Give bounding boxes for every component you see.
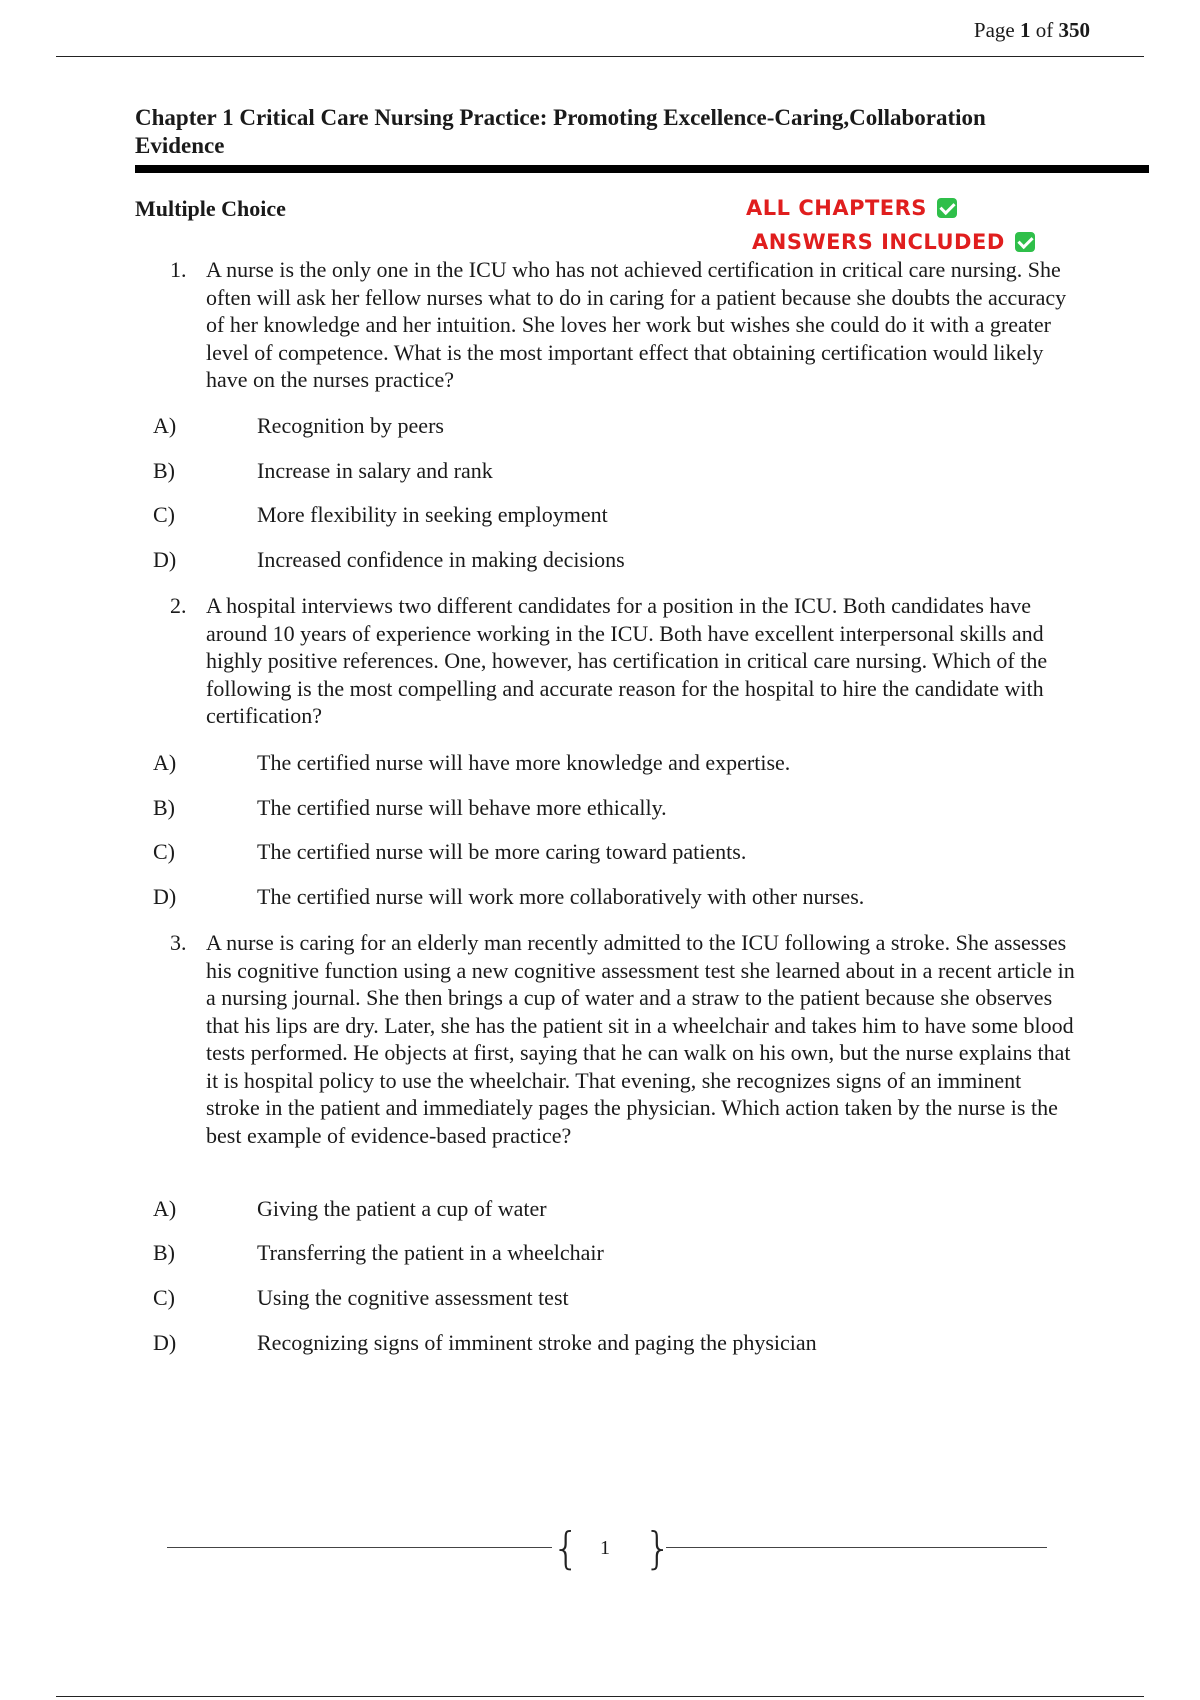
option-letter: D) — [153, 1330, 177, 1355]
page-of: of — [1030, 18, 1059, 42]
footer-brace-open: { — [552, 1523, 580, 1574]
option-text: The certified nurse will work more collaboratively with other nurses. — [257, 884, 865, 909]
footer-page-number: 1 — [600, 1537, 610, 1559]
page-total: 350 — [1058, 18, 1090, 42]
page-indicator — [974, 18, 1090, 43]
question-text: A nurse is caring for an elderly man recently admitted to the ICU following a stroke. She assesses his cognitive function using a new cognitive assessment test she learned about in a recent article in a nursing journal. She then brings a cup of water and a straw to the patient because she observes that his lips are dry. Later, she has the patient sit in a wheelchair and takes him to have some blood tests performed. He objects at first, saying that he can walk on his own, but the nurse explains that it is hospital policy to use the wheelchair. That evening, she recognizes signs of an imminent stroke in the patient and immediately pages the physician. Which action taken by the nurse is the best example of evidence-based practice? — [206, 930, 1075, 1148]
option-letter: A) — [153, 413, 177, 438]
option-letter: C) — [153, 1285, 175, 1310]
option-text: Increase in salary and rank — [257, 458, 493, 483]
option-3a — [153, 1196, 547, 1222]
option-text: Giving the patient a cup of water — [257, 1196, 547, 1221]
option-3b — [153, 1240, 604, 1266]
option-2a — [153, 750, 790, 776]
option-3c — [153, 1285, 569, 1311]
footer-line-right — [666, 1547, 1047, 1548]
option-letter: A) — [153, 750, 177, 775]
question-text: A hospital interviews two different candidates for a position in the ICU. Both candidates have around 10 years of experience working in the ICU. Both have excellent interpersonal skills and highly positive references. One, however, has certification in critical care nursing. Which of the following is the most compelling and accurate reason for the hospital to hire the candidate with certification? — [206, 593, 1048, 728]
option-text: The certified nurse will behave more ethically. — [257, 795, 667, 820]
option-text: Increased confidence in making decisions — [257, 547, 625, 572]
option-letter: D) — [153, 547, 177, 572]
stamp-text: ALL CHAPTERS — [746, 196, 927, 220]
option-2c — [153, 839, 746, 865]
answers-included-stamp — [752, 230, 1035, 254]
option-text: Transferring the patient in a wheelchair — [257, 1240, 604, 1265]
option-text: Recognizing signs of imminent stroke and paging the physician — [257, 1330, 817, 1355]
option-letter: C) — [153, 839, 175, 864]
question-text: A nurse is the only one in the ICU who has not achieved certification in critical care nursing. She often will ask her fellow nurses what to do in caring for a patient because she doubts the accuracy of her knowledge and her intuition. She loves her work but wishes she could do it with a greater level of competence. What is the most important effect that obtaining certification would likely have on the nurses practice? — [206, 257, 1067, 392]
page-current: 1 — [1020, 18, 1031, 42]
footer-brace-close: } — [644, 1523, 672, 1574]
check-icon — [1015, 232, 1035, 252]
question-number: 1. — [170, 257, 187, 282]
option-letter: A) — [153, 1196, 177, 1221]
title-divider — [135, 165, 1149, 173]
check-icon — [937, 198, 957, 218]
option-1a — [153, 413, 444, 439]
option-letter: C) — [153, 502, 175, 527]
option-letter: D) — [153, 884, 177, 909]
all-chapters-stamp — [746, 196, 957, 220]
stamp-text: ANSWERS INCLUDED — [752, 230, 1005, 254]
header-divider — [56, 56, 1144, 57]
option-1c — [153, 502, 608, 528]
option-letter: B) — [153, 1240, 175, 1265]
option-2d — [153, 884, 864, 910]
option-letter: B) — [153, 795, 175, 820]
section-heading: Multiple Choice — [135, 196, 286, 221]
option-text: More flexibility in seeking employment — [257, 502, 608, 527]
option-text: Using the cognitive assessment test — [257, 1285, 569, 1310]
option-text: Recognition by peers — [257, 413, 444, 438]
option-2b — [153, 795, 667, 821]
footer-line-left — [167, 1547, 552, 1548]
question-number: 3. — [170, 930, 187, 955]
option-letter: B) — [153, 458, 175, 483]
question-2 — [170, 592, 1080, 730]
option-1b — [153, 458, 493, 484]
question-1 — [170, 256, 1080, 394]
option-text: The certified nurse will be more caring toward patients. — [257, 839, 747, 864]
option-text: The certified nurse will have more knowledge and expertise. — [257, 750, 791, 775]
page-bottom-rule — [56, 1696, 1144, 1697]
option-3d — [153, 1330, 817, 1356]
question-number: 2. — [170, 593, 187, 618]
question-3 — [170, 929, 1080, 1149]
option-1d — [153, 547, 625, 573]
chapter-title: Chapter 1 Critical Care Nursing Practice: Promoting Excellence-Caring,Collaboration Evidence — [135, 105, 986, 158]
page-prefix: Page — [973, 18, 1020, 42]
